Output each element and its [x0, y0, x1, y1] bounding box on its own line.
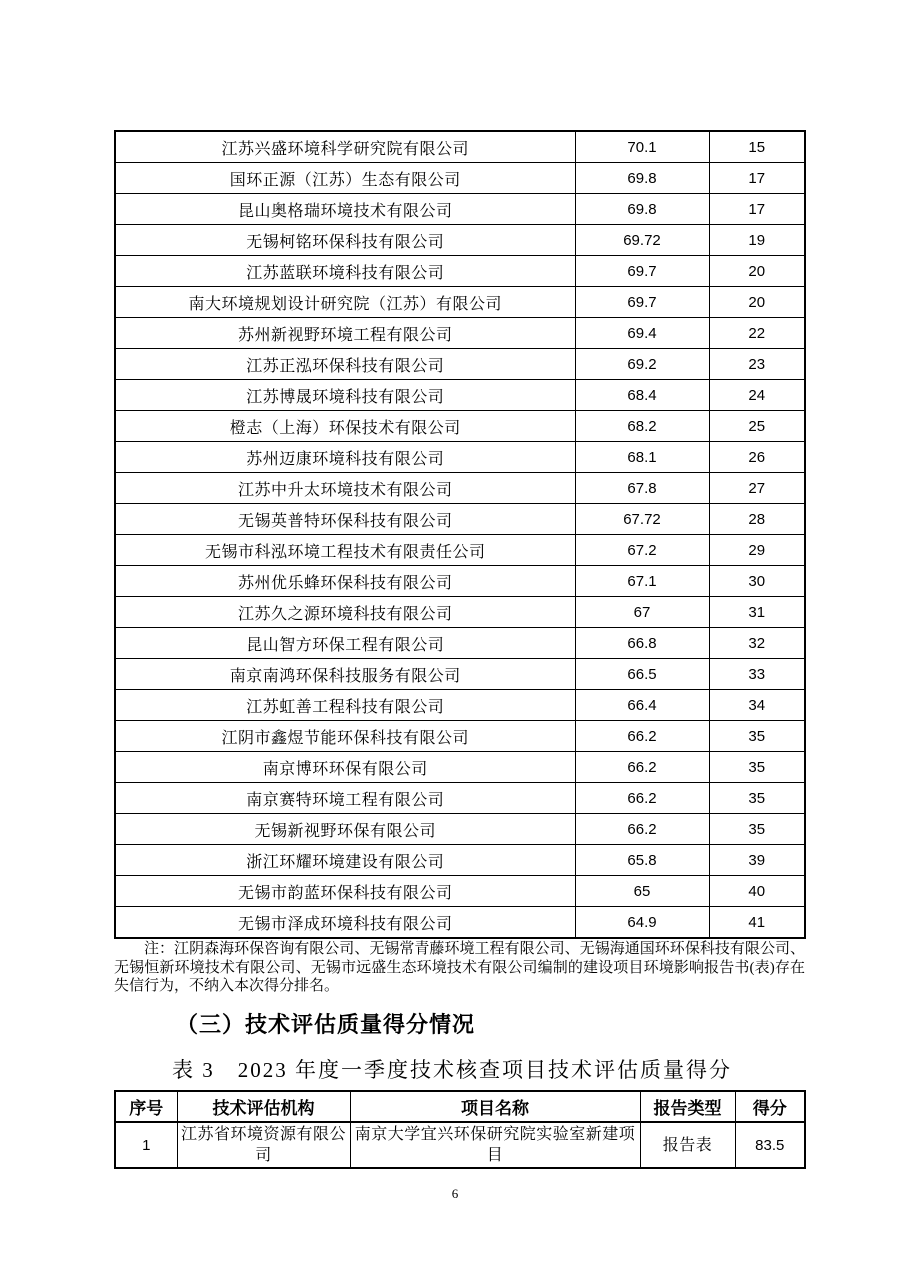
rank-cell: 24 [709, 380, 805, 411]
score-cell: 67.8 [575, 473, 709, 504]
ranking-row [115, 690, 805, 721]
score-cell: 69.72 [575, 225, 709, 256]
ranking-row [115, 659, 805, 690]
score-cell: 65.8 [575, 845, 709, 876]
company-name-cell: 江苏中升太环境技术有限公司 [115, 473, 575, 504]
company-name-cell: 南大环境规划设计研究院（江苏）有限公司 [115, 287, 575, 318]
rank-cell: 20 [709, 287, 805, 318]
rank-cell: 27 [709, 473, 805, 504]
rank-cell: 33 [709, 659, 805, 690]
score-cell: 66.8 [575, 628, 709, 659]
ranking-row [115, 349, 805, 380]
ranking-row [115, 473, 805, 504]
col-header-report-type: 报告类型 [640, 1091, 735, 1122]
score-cell: 70.1 [575, 131, 709, 163]
company-name-cell: 江苏久之源环境科技有限公司 [115, 597, 575, 628]
ranking-row [115, 814, 805, 845]
ranking-row [115, 131, 805, 163]
rank-cell: 35 [709, 721, 805, 752]
ranking-row [115, 256, 805, 287]
score-cell: 67.1 [575, 566, 709, 597]
company-name-cell: 无锡市泽成环境科技有限公司 [115, 907, 575, 939]
score-cell: 66.4 [575, 690, 709, 721]
ranking-row [115, 194, 805, 225]
company-name-cell: 江苏虹善工程科技有限公司 [115, 690, 575, 721]
company-name-cell: 南京赛特环境工程有限公司 [115, 783, 575, 814]
company-name-cell: 无锡市科泓环境工程技术有限责任公司 [115, 535, 575, 566]
table3-row [115, 1122, 805, 1168]
score-cell: 67 [575, 597, 709, 628]
rank-cell: 39 [709, 845, 805, 876]
ranking-row [115, 287, 805, 318]
rank-cell: 15 [709, 131, 805, 163]
company-name-cell: 无锡英普特环保科技有限公司 [115, 504, 575, 535]
ranking-row [115, 907, 805, 939]
table3-body [115, 1122, 805, 1168]
company-name-cell: 苏州新视野环境工程有限公司 [115, 318, 575, 349]
company-name-cell: 昆山智方环保工程有限公司 [115, 628, 575, 659]
ranking-row [115, 876, 805, 907]
ranking-table-body [115, 131, 805, 938]
company-name-cell: 苏州优乐蜂环保科技有限公司 [115, 566, 575, 597]
row-number-cell: 1 [115, 1122, 177, 1168]
ranking-row [115, 442, 805, 473]
score-cell: 65 [575, 876, 709, 907]
rank-cell: 29 [709, 535, 805, 566]
ranking-row [115, 411, 805, 442]
rank-cell: 20 [709, 256, 805, 287]
score-cell: 68.2 [575, 411, 709, 442]
score-cell: 66.2 [575, 721, 709, 752]
report-type-cell: 报告表 [640, 1122, 735, 1168]
score-cell: 69.8 [575, 194, 709, 225]
rank-cell: 17 [709, 163, 805, 194]
ranking-row [115, 752, 805, 783]
score-cell: 66.2 [575, 752, 709, 783]
ranking-row [115, 845, 805, 876]
rank-cell: 31 [709, 597, 805, 628]
company-name-cell: 无锡市韵蓝环保科技有限公司 [115, 876, 575, 907]
rank-cell: 17 [709, 194, 805, 225]
rank-cell: 34 [709, 690, 805, 721]
rank-cell: 28 [709, 504, 805, 535]
table3-header-row [115, 1091, 805, 1122]
col-header-agency: 技术评估机构 [177, 1091, 350, 1122]
eval-score-cell: 83.5 [735, 1122, 805, 1168]
score-cell: 66.2 [575, 814, 709, 845]
company-name-cell: 橙志（上海）环保技术有限公司 [115, 411, 575, 442]
rank-cell: 32 [709, 628, 805, 659]
company-name-cell: 无锡新视野环保有限公司 [115, 814, 575, 845]
ranking-row [115, 504, 805, 535]
ranking-row [115, 721, 805, 752]
score-cell: 64.9 [575, 907, 709, 939]
rank-cell: 22 [709, 318, 805, 349]
ranking-row [115, 535, 805, 566]
score-cell: 67.72 [575, 504, 709, 535]
score-cell: 68.1 [575, 442, 709, 473]
company-name-cell: 南京博环环保有限公司 [115, 752, 575, 783]
rank-cell: 30 [709, 566, 805, 597]
company-name-cell: 江阴市鑫煜节能环保科技有限公司 [115, 721, 575, 752]
rank-cell: 35 [709, 752, 805, 783]
ranking-row [115, 318, 805, 349]
company-name-cell: 江苏正泓环保科技有限公司 [115, 349, 575, 380]
company-score-ranking-table [114, 130, 806, 939]
company-name-cell: 南京南鸿环保科技服务有限公司 [115, 659, 575, 690]
company-name-cell: 江苏兴盛环境科学研究院有限公司 [115, 131, 575, 163]
score-cell: 69.7 [575, 287, 709, 318]
rank-cell: 19 [709, 225, 805, 256]
rank-cell: 40 [709, 876, 805, 907]
ranking-row [115, 783, 805, 814]
company-name-cell: 国环正源（江苏）生态有限公司 [115, 163, 575, 194]
score-cell: 66.2 [575, 783, 709, 814]
score-cell: 67.2 [575, 535, 709, 566]
ranking-row [115, 380, 805, 411]
company-name-cell: 江苏蓝联环境科技有限公司 [115, 256, 575, 287]
score-cell: 69.2 [575, 349, 709, 380]
company-name-cell: 浙江环耀环境建设有限公司 [115, 845, 575, 876]
company-name-cell: 苏州迈康环境科技有限公司 [115, 442, 575, 473]
rank-cell: 25 [709, 411, 805, 442]
table3-header [115, 1091, 805, 1122]
rank-cell: 26 [709, 442, 805, 473]
project-name-cell: 南京大学宜兴环保研究院实验室新建项目 [350, 1122, 640, 1168]
ranking-row [115, 163, 805, 194]
rank-cell: 41 [709, 907, 805, 939]
rank-cell: 35 [709, 814, 805, 845]
company-name-cell: 昆山奥格瑞环境技术有限公司 [115, 194, 575, 225]
rank-cell: 23 [709, 349, 805, 380]
ranking-row [115, 597, 805, 628]
ranking-row [115, 566, 805, 597]
agency-cell: 江苏省环境资源有限公司 [177, 1122, 350, 1168]
company-name-cell: 江苏博晟环境科技有限公司 [115, 380, 575, 411]
company-name-cell: 无锡柯铭环保科技有限公司 [115, 225, 575, 256]
ranking-row [115, 225, 805, 256]
footnote-text: 注：江阴森海环保咨询有限公司、无锡常青藤环境工程有限公司、无锡海通国环环保科技有限公司、无锡恒新环境技术有限公司、无锡市远盛生态环境技术有限公司编制的建设项目环境影响报告书(表)存在失信行为，不纳入本次得分排名。 [114, 941, 805, 994]
col-header-score: 得分 [735, 1091, 805, 1122]
ranking-row [115, 628, 805, 659]
score-cell: 68.4 [575, 380, 709, 411]
col-header-project: 项目名称 [350, 1091, 640, 1122]
score-cell: 69.7 [575, 256, 709, 287]
col-header-no: 序号 [115, 1091, 177, 1122]
section-heading: （三）技术评估质量得分情况 [176, 1012, 476, 1037]
rank-cell: 35 [709, 783, 805, 814]
page-number: 6 [451, 1186, 459, 1201]
score-cell: 66.5 [575, 659, 709, 690]
evaluation-quality-table [114, 1090, 806, 1169]
table3-caption: 表 3 2023 年度一季度技术核查项目技术评估质量得分 [172, 1058, 732, 1082]
score-cell: 69.8 [575, 163, 709, 194]
score-cell: 69.4 [575, 318, 709, 349]
